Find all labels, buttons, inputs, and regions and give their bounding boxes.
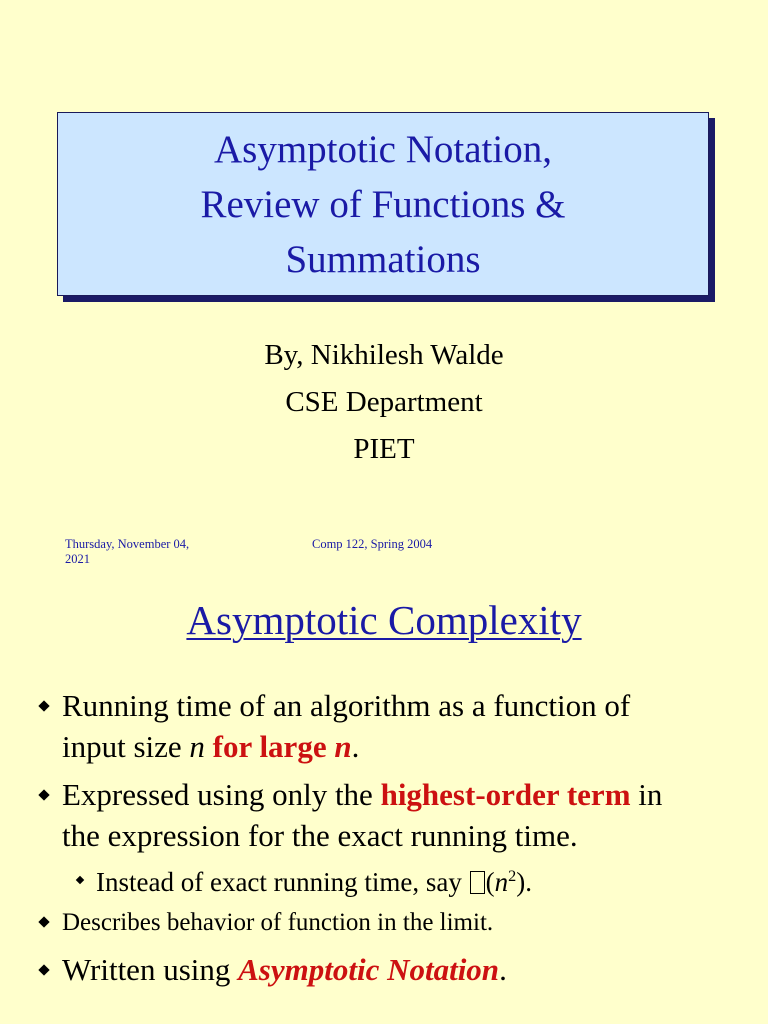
title-box <box>57 112 709 296</box>
title-line-1: Asymptotic Notation, <box>214 127 552 171</box>
bullet-1-emphasis <box>213 729 352 764</box>
bullet-1-emphasis-text: for large <box>212 729 335 764</box>
var-n: n <box>494 867 509 897</box>
title-line-2: Review of Functions & <box>200 182 566 226</box>
bullet-4-line <box>62 950 507 990</box>
missing-glyph-icon <box>470 871 485 894</box>
sub-bullet-paren: ( <box>485 867 495 897</box>
author-block <box>0 332 768 473</box>
bullet-diamond-icon <box>38 789 49 800</box>
bullet-2-text: Expressed using only the <box>62 777 381 812</box>
author-department: CSE Department <box>285 386 483 418</box>
author-name: By, Nikhilesh Walde <box>264 339 504 371</box>
var-n: n <box>189 729 205 764</box>
exponent: 2 <box>508 867 517 885</box>
sub-bullet-line <box>96 864 532 900</box>
bullet-4-text: Written using <box>62 952 239 987</box>
footer-course: Comp 122, Spring 2004 <box>312 537 433 551</box>
bullet-2-line-1 <box>62 775 662 815</box>
bullet-diamond-icon <box>38 964 49 975</box>
var-n-emph: n <box>334 729 352 764</box>
bullet-1-line-2 <box>62 727 359 767</box>
bullet-4-emphasis: Asymptotic Notation <box>238 952 500 987</box>
bullet-3-line: Describes behavior of function in the limit. <box>62 909 494 936</box>
bullet-1-text-2: input size <box>62 729 190 764</box>
footer-date: Thursday, November 04, 2021 <box>65 537 190 566</box>
bullet-2-emphasis: highest-order term <box>380 777 631 812</box>
bullet-1-line-1 <box>62 686 630 726</box>
bullet-2-line-2: the expression for the exact running time. <box>62 818 578 853</box>
bullet-diamond-icon <box>38 700 49 711</box>
bullet-4-period: . <box>499 952 507 987</box>
sub-bullet-diamond-icon <box>76 876 84 884</box>
bullet-diamond-icon <box>38 916 49 927</box>
author-institute: PIET <box>353 433 415 465</box>
bullet-1-text: Running time of an algorithm as a function of <box>62 688 631 723</box>
sub-bullet-end: ). <box>516 867 532 897</box>
bullet-2-text-end: in <box>630 777 663 812</box>
slide-title: Asymptotic Complexity <box>186 597 582 643</box>
sub-bullet-text: Instead of exact running time, say <box>96 867 469 897</box>
bullet-1-period: . <box>351 729 360 764</box>
title-line-3: Summations <box>285 237 481 281</box>
